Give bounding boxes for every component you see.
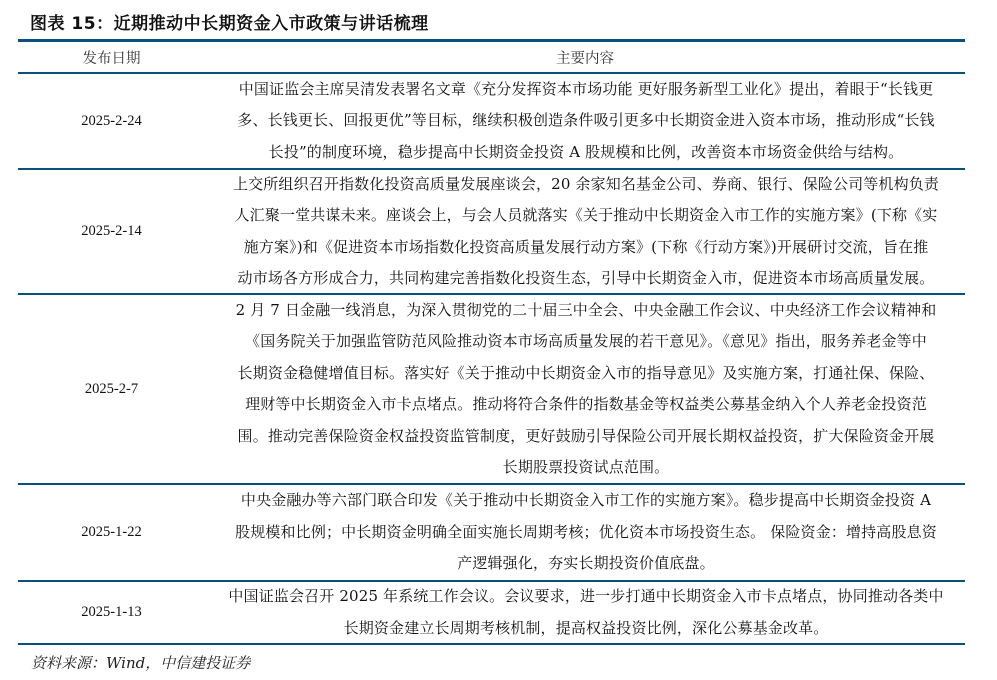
- table-row: [18, 295, 965, 485]
- content-line: 股规模和比例；中长期资金明确全面实施长周期考核；优化资本市场投资生态。 保险资金：增持高股息资: [235, 522, 937, 541]
- content-line: 长投”的制度环境，稳步提高中长期资金投资 A 股规模和比例，改善资本市场资金供给与结构。: [268, 142, 904, 161]
- content-line: 产逻辑强化，夯实长期投资价值底盘。: [457, 554, 715, 573]
- row-date: 2025-2-7: [84, 380, 139, 397]
- content-line: 中国证监会主席吴清发表署名文章《充分发挥资本市场功能 更好服务新型工业化》提出，着眼于“长钱更: [238, 79, 934, 98]
- header-date: 发布日期: [82, 50, 141, 67]
- content-line: 上交所组织召开指数化投资高质量发展座谈会，20 余家知名基金公司、券商、银行、保险公司等机构负责: [232, 174, 940, 193]
- row-content: [205, 72, 965, 171]
- row-content: [205, 483, 965, 582]
- row-content: [205, 293, 965, 486]
- content-line: 长期资金建立长周期考核机制，提高权益投资比例，深化公募基金改革。: [343, 618, 829, 637]
- table-row: [18, 170, 965, 295]
- content-line: 围。推动完善保险资金权益投资监管制度，更好鼓励引导保险公司开展长期权益投资，扩大保险资金开展: [237, 426, 935, 445]
- content-line: 《国务院关于加强监管防范风险推动资本市场高质量发展的若干意见》。《意见》指出，服务养老金等中: [245, 332, 927, 350]
- content-line: 多、长钱更长、回报更优”等目标，继续积极创造条件吸引更多中长期资金进入资本市场，推动形成“长钱: [237, 111, 935, 130]
- table-row: [18, 485, 965, 582]
- header-content: 主要内容: [556, 50, 614, 67]
- row-content: [205, 167, 965, 297]
- content-line: 中央金融办等六部门联合印发《关于推动中长期资金入市工作的实施方案》。稳步提高中长期资金投资 A: [240, 491, 932, 510]
- table-row: [18, 582, 965, 645]
- content-line: 2 月 7 日金融一线消息，为深入贯彻党的二十届三中全会、中央金融工作会议、中央经济工作会议精神和: [235, 300, 937, 319]
- row-date: 2025-2-14: [81, 223, 142, 239]
- figure-title: 图表 15：近期推动中长期资金入市政策与讲话梳理: [30, 14, 429, 34]
- table-header: [18, 42, 965, 74]
- content-line: 人汇聚一堂共谋未来。座谈会上，与会人员就落实《关于推动中长期资金入市工作的实施方案》(下称《实: [234, 206, 938, 224]
- row-content: [205, 579, 965, 646]
- content-line: 长期资金稳健增值目标。落实好《关于推动中长期资金入市的指导意见》及实施方案，打通社保、保险、: [237, 363, 935, 382]
- source-note: 资料来源：Wind，中信建投证券: [31, 654, 251, 672]
- row-date: 2025-1-13: [81, 604, 142, 620]
- table-row: [18, 74, 965, 170]
- content-line: 施方案》)和《促进资本市场指数化投资高质量发展行动方案》(下称《行动方案》)开展研讨交流，旨在推: [243, 237, 929, 256]
- content-line: 中国证监会召开 2025 年系统工作会议。会议要求，进一步打通中长期资金入市卡点堵点，协同推动各类中: [228, 587, 944, 605]
- table-body: [18, 74, 965, 645]
- content-line: 动市场各方形成合力，共同构建完善指数化投资生态，引导中长期资金入市，促进资本市场高质量发展。: [237, 269, 935, 287]
- row-date: 2025-2-24: [81, 112, 142, 129]
- row-date: 2025-1-22: [81, 524, 142, 540]
- policy-table: [18, 39, 965, 645]
- content-line: 理财等中长期资金入市卡点堵点。推动将符合条件的指数基金等权益类公募基金纳入个人养老金投资范: [245, 395, 927, 413]
- content-line: 长期股票投资试点范围。: [502, 458, 670, 476]
